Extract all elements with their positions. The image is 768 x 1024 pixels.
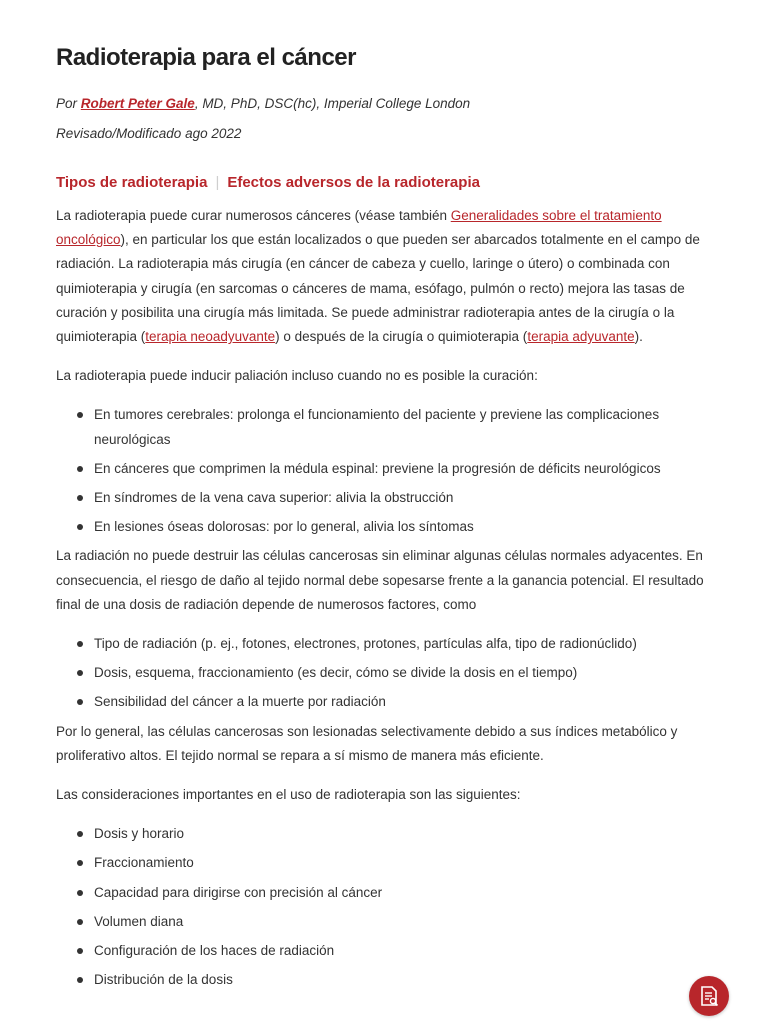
toc-separator: | — [215, 174, 220, 191]
text-run: ) o después de la cirugía o quimioterapia ( — [275, 329, 528, 345]
text-run: La radioterapia puede curar numerosos cánceres (véase también — [56, 208, 451, 223]
list-item: En tumores cerebrales: prolonga el funcionamiento del paciente y previene las complicaciones neurológicas — [94, 403, 674, 451]
list-factores — [56, 632, 718, 715]
document-search-button[interactable] — [689, 976, 729, 1016]
byline — [56, 96, 470, 111]
list-item: Capacidad para dirigirse con precisión al cáncer — [94, 881, 718, 905]
link-generalidades[interactable]: Generalidades sobre el tratamiento oncológico — [56, 208, 662, 248]
link-terapia-neoadyuvante[interactable]: terapia neoadyuvante — [145, 329, 276, 345]
byline-credentials: , MD, PhD, DSC(hc), Imperial College London — [194, 96, 471, 111]
author-link[interactable]: Robert Peter Gale — [80, 96, 195, 111]
list-item: Distribución de la dosis — [94, 968, 718, 992]
list-item: Configuración de los haces de radiación — [94, 939, 718, 963]
byline-prefix: Por — [56, 96, 81, 111]
paragraph-factores: La radiación no puede destruir las células cancerosas sin eliminar algunas células normales adyacentes. En consecuencia, el riesgo de daño al tejido normal debe sopesarse frente a la ganancia potencial. El resultado final de una dosis de radiación depende de numerosos factores, como — [56, 548, 704, 612]
paragraph-consideraciones: Las consideraciones importantes en el uso de radioterapia son las siguientes: — [56, 787, 521, 803]
link-terapia-adyuvante[interactable]: terapia adyuvante — [527, 329, 635, 345]
list-item: Tipo de radiación (p. ej., fotones, electrones, protones, partículas alfa, tipo de radionúclido) — [94, 632, 718, 656]
list-item: Volumen diana — [94, 910, 718, 934]
paragraph-paliacion: La radioterapia puede inducir paliación incluso cuando no es posible la curación: — [56, 368, 538, 384]
toc-link-efectos[interactable]: Efectos adversos de la radioterapia — [227, 174, 480, 191]
paragraph-celulas: Por lo general, las células cancerosas son lesionadas selectivamente debido a sus índices metabólico y proliferativo altos. El tejido normal se repara a sí mismo de manera más eficiente. — [56, 723, 678, 763]
page-title: Radioterapia para el cáncer — [56, 44, 356, 71]
document-search-icon — [697, 984, 721, 1008]
text-run: ). — [634, 329, 643, 345]
section-nav — [56, 174, 480, 191]
list-item: Sensibilidad del cáncer a la muerte por radiación — [94, 690, 718, 714]
toc-link-tipos[interactable]: Tipos de radioterapia — [56, 174, 208, 191]
list-paliacion — [56, 403, 718, 539]
revised-date: Revisado/Modificado ago 2022 — [56, 126, 242, 141]
paragraph-intro — [56, 204, 718, 349]
list-item: Fraccionamiento — [94, 851, 718, 875]
list-item: En cánceres que comprimen la médula espinal: previene la progresión de déficits neurológicos — [94, 457, 674, 481]
list-consideraciones — [56, 822, 718, 992]
article-body — [56, 204, 718, 997]
list-item: Dosis y horario — [94, 822, 718, 846]
list-item: Dosis, esquema, fraccionamiento (es decir, cómo se divide la dosis en el tiempo) — [94, 661, 718, 685]
text-run: ), en particular los que están localizados o que pueden ser abarcados totalmente en el campo de radiación. La radioterapia más cirugía (en cáncer de cabeza y cuello, laringe o útero) o combinada con quimioterapia y cirugía (en sarcomas o cánceres de mama, esófago, pulmón o recto) mejora las tasas de curación y posibilita una cirugía más limitada. Se puede administrar radioterapia antes de la cirugía o la quimioterapia ( — [56, 232, 700, 345]
list-item: En síndromes de la vena cava superior: alivia la obstrucción — [94, 486, 718, 510]
list-item: En lesiones óseas dolorosas: por lo general, alivia los síntomas — [94, 515, 718, 539]
